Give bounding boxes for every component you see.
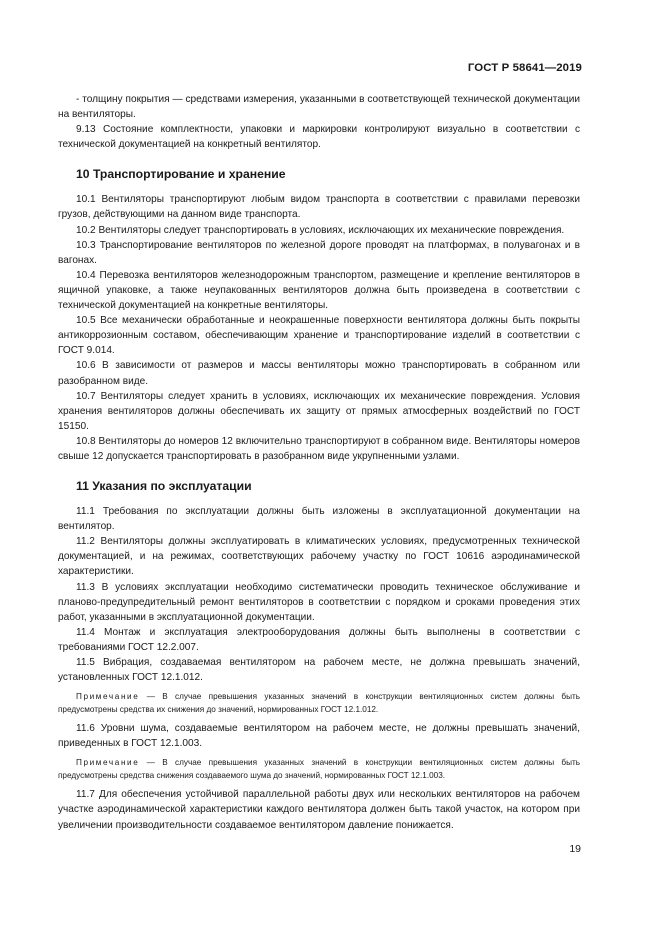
paragraph: 11.6 Уровни шума, создаваемые вентилятором на рабочем месте, не должны превышать значений, приведенных в ГОСТ 12.1.003. xyxy=(58,723,580,750)
note xyxy=(58,756,580,782)
paragraph: 10.1 Вентиляторы транспортируют любым видом транспорта в соответствии с правилами перевозки грузов, действующими на данном виде транспорта. xyxy=(58,194,580,221)
paragraph: 11.2 Вентиляторы должны эксплуатировать в климатических условиях, предусмотренных технической документацией, и на режимах, соответствующих рабочему участку по ГОСТ 10616 аэродинамической характеристики. xyxy=(58,536,580,578)
note-label: Примечание xyxy=(76,692,140,702)
paragraph: 10.6 В зависимости от размеров и массы вентиляторы можно транспортировать в собранном или разобранном виде. xyxy=(58,360,580,387)
paragraph: 10.3 Транспортирование вентиляторов по железной дороге проводят на платформах, в полувагонах и в вагонах. xyxy=(58,239,580,266)
paragraph: 10.7 Вентиляторы следует хранить в условиях, исключающих их механические повреждения. Условия хранения вентиляторов должны обеспечивать их защиту от прямых атмосферных воздействий по ГОСТ 15150. xyxy=(58,390,580,432)
page-number: 19 xyxy=(569,843,581,855)
note-label: Примечание xyxy=(76,758,140,768)
paragraph: 10.8 Вентиляторы до номеров 12 включительно транспортируют в собранном виде. Вентиляторы номеров свыше 12 допускается транспортировать в разобранном виде укрупненными узлами. xyxy=(58,435,580,462)
paragraph: 11.7 Для обеспечения устойчивой параллельной работы двух или нескольких вентиляторов на рабочем участке аэродинамической характеристики каждого вентилятора должен быть такой участок, на котором при увеличении производительности создаваемое вентилятором давление понижается. xyxy=(58,789,580,831)
paragraph: 10.4 Перевозка вентиляторов железнодорожным транспортом, размещение и крепление вентиляторов в ящичной упаковке, а также неупакованных вентиляторов должна быть произведена в соответствии с технической документацией на конкретные вентиляторы. xyxy=(58,269,580,312)
paragraph: 11.1 Требования по эксплуатации должны быть изложены в эксплуатационной документации на вентилятор. xyxy=(58,506,580,533)
document-header: ГОСТ Р 58641—2019 xyxy=(467,62,582,74)
paragraph: - толщину покрытия — средствами измерения, указанными в соответствующей технической документации на вентиляторы. xyxy=(58,94,580,121)
paragraph: 11.4 Монтаж и эксплуатация электрооборудования должны быть выполнены в соответствии с требованиями ГОСТ 12.2.007. xyxy=(58,626,580,653)
paragraph: 10.2 Вентиляторы следует транспортировать в условиях, исключающих их механические повреждения. xyxy=(76,224,565,236)
paragraph: 9.13 Состояние комплектности, упаковки и маркировки контролируют визуально в соответствии с технической документацией на конкретный вентилятор. xyxy=(58,124,580,151)
page-content xyxy=(58,92,580,833)
paragraph: 11.5 Вибрация, создаваемая вентилятором на рабочем месте, не должна превышать значений, установленных ГОСТ 12.1.012. xyxy=(58,657,580,684)
note xyxy=(58,690,580,716)
note-text: — В случае превышения указанных значений в конструкции вентиляционных систем должны быть предусмотрены средства их снижения до значений, нормированных ГОСТ 12.1.012. xyxy=(58,692,580,715)
paragraph: 10.5 Все механически обработанные и неокрашенные поверхности вентилятора должны быть покрыты антикоррозионным составом, обеспечивающим хранение и транспортирование изделий в соответствии с ГОСТ 9.014. xyxy=(58,315,580,357)
section-10-heading: 10 Транспортирование и хранение xyxy=(76,167,286,182)
section-11-heading: 11 Указания по эксплуатации xyxy=(76,479,252,494)
paragraph: 11.3 В условиях эксплуатации необходимо систематически проводить техническое обслуживание и планово-предупредительный ремонт вентиляторов в соответствии с порядком и сроками проведения этих работ, указанными в эксплуатационной документации. xyxy=(58,581,580,623)
note-text: — В случае превышения указанных значений в конструкции вентиляционных систем должны быть предусмотрены средства снижения создаваемого шума до значений, нормированных ГОСТ 12.1.003. xyxy=(58,758,580,781)
